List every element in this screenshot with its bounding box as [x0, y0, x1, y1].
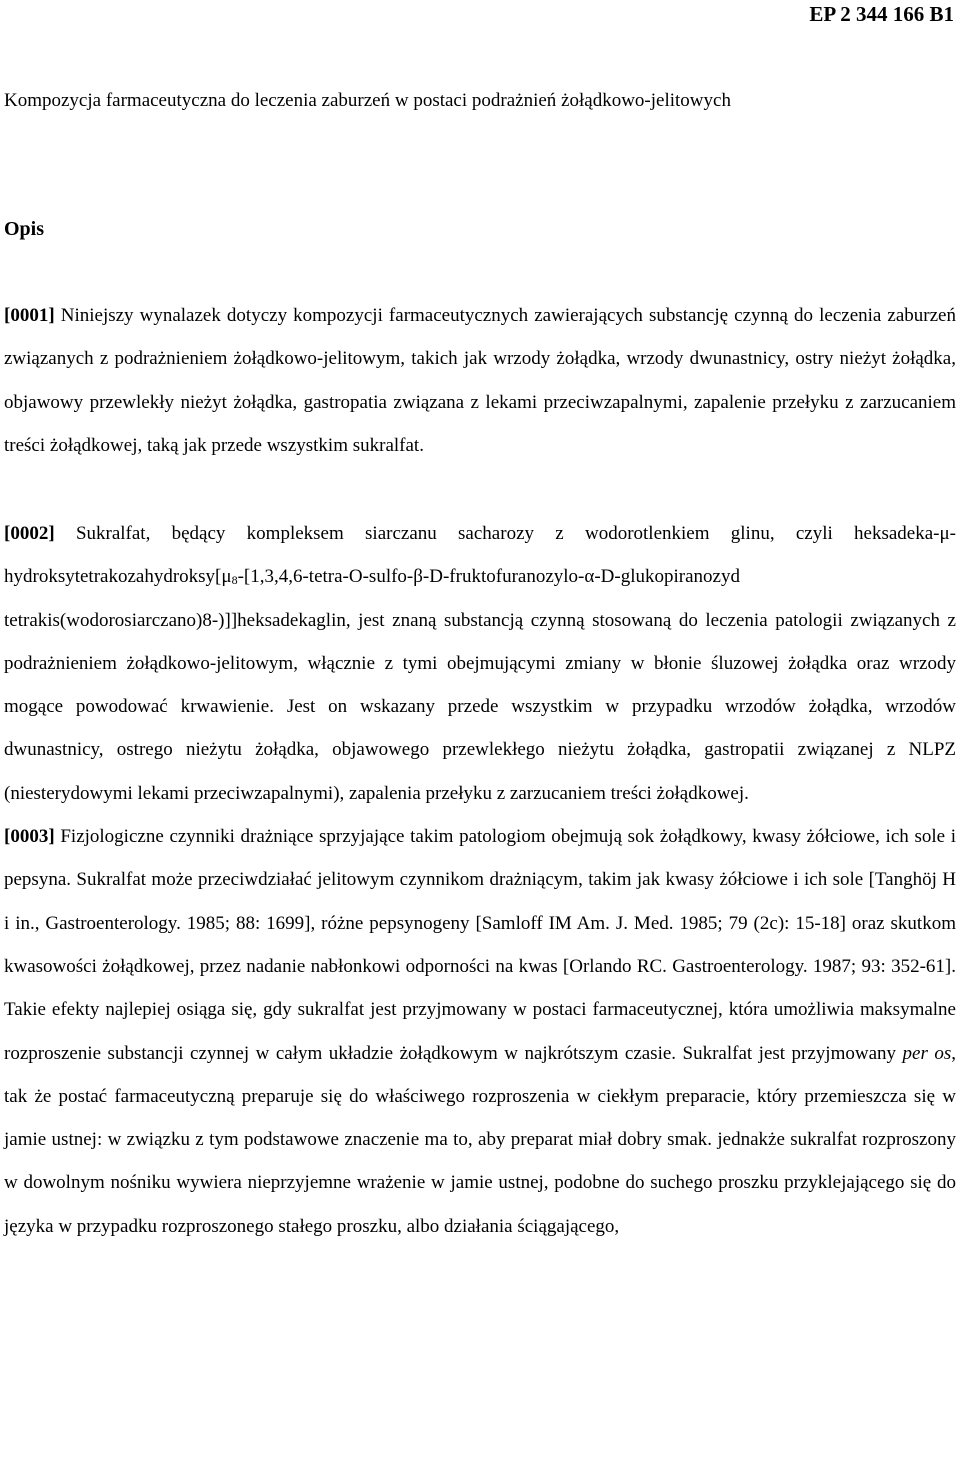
section-heading: Opis [4, 218, 45, 240]
latin-term: per os [902, 1042, 952, 1064]
paragraph-text-continued: , tak że postać farmaceutyczną preparuje się do właściwego rozproszenia w ciekłym preparacie, który przemieszcza się w jamie ustnej: w związku z tym podstawowe znaczenie ma to, aby preparat miał dobry smak. jednakże sukralfat rozproszony w dowolnym nośniku wywiera nieprzyjemne wrażenie w jamie ustnej, podobne do suchego proszku przyklejającego się do języka w przypadku rozproszonego stałego proszku, albo działania ściągającego, [4, 1042, 956, 1237]
paragraph-text: Fizjologiczne czynniki drażniące sprzyjające takim patologiom obejmują sok żołądkowy, kwasy żółciowe, ich sole i pepsyna. Sukralfat może przeciwdziałać jelitowym czynnikom drażniącym, takim jak kwasy żółciowe i ich sole [Tanghöj H i in., Gastroenterology. 1985; 88: 1699], różne pepsynogeny [Samloff IM Am. J. Med. 1985; 79 (2c): 15-18] oraz skutkom kwasowości żołądkowej, przez nadanie nabłonkowi odporności na kwas [Orlando RC. Gastroenterology. 1987; 93: 352-61]. Takie efekty najlepiej osiąga się, gdy sukralfat jest przyjmowany w postaci farmaceutycznej, która umożliwia maksymalne rozproszenie substancji czynnej w całym układzie żołądkowym w najkrótszym czasie. Sukralfat jest przyjmowany [4, 826, 957, 1064]
paragraph-0002 [4, 512, 956, 815]
paragraph-0003 [4, 815, 956, 1248]
paragraph-text: Sukralfat, będący kompleksem siarczanu sacharozy z wodorotlenkiem glinu, czyli heksadeka-μ-hydroksytetrakozahydroksy[μ [4, 523, 957, 588]
paragraph-number: [0002] [4, 523, 55, 544]
publication-number: EP 2 344 166 B1 [809, 2, 954, 26]
paragraph-0001 [4, 294, 956, 467]
document-title: Kompozycja farmaceutyczna do leczenia zaburzeń w postaci podrażnień żołądkowo-jelitowych [4, 90, 731, 111]
paragraph-number: [0003] [4, 826, 55, 848]
paragraph-text-continued: -[1,3,4,6-tetra-O-sulfo-β-D-fruktofuranozylo-α-D-glukopiranozyd tetrakis(wodorosiarczano)8-)]]heksadekaglin, jest znaną substancją czynną stosowaną do leczenia patologii związanych z podrażnieniem żołądkowo-jelitowym, włącznie z tymi obejmującymi zmiany w błonie śluzowej żołądka oraz wrzody mogące powodować krwawienie. Jest on wskazany przede wszystkim w przypadku wrzodów żołądka, wrzodów dwunastnicy, ostrego nieżytu żołądka, objawowego przewlekłego nieżytu żołądka, gastropatii związanej z NLPZ (niesterydowymi lekami przeciwzapalnymi), zapalenia przełyku z zarzucaniem treści żołądkowej. [4, 566, 956, 804]
paragraph-number: [0001] [4, 305, 55, 326]
paragraph-text: Niniejszy wynalazek dotyczy kompozycji farmaceutycznych zawierających substancję czynną do leczenia zaburzeń związanych z podrażnieniem żołądkowo-jelitowym, takich jak wrzody żołądka, wrzody dwunastnicy, ostry nieżyt żołądka, objawowy przewlekły nieżyt żołądka, gastropatia związana z lekami przeciwzapalnymi, zapalenie przełyku z zarzucaniem treści żołądkowej, taką jak przede wszystkim sukralfat. [4, 305, 956, 456]
subscript-number: 8 [231, 573, 238, 588]
paragraphs-0002-0003 [4, 512, 956, 1248]
